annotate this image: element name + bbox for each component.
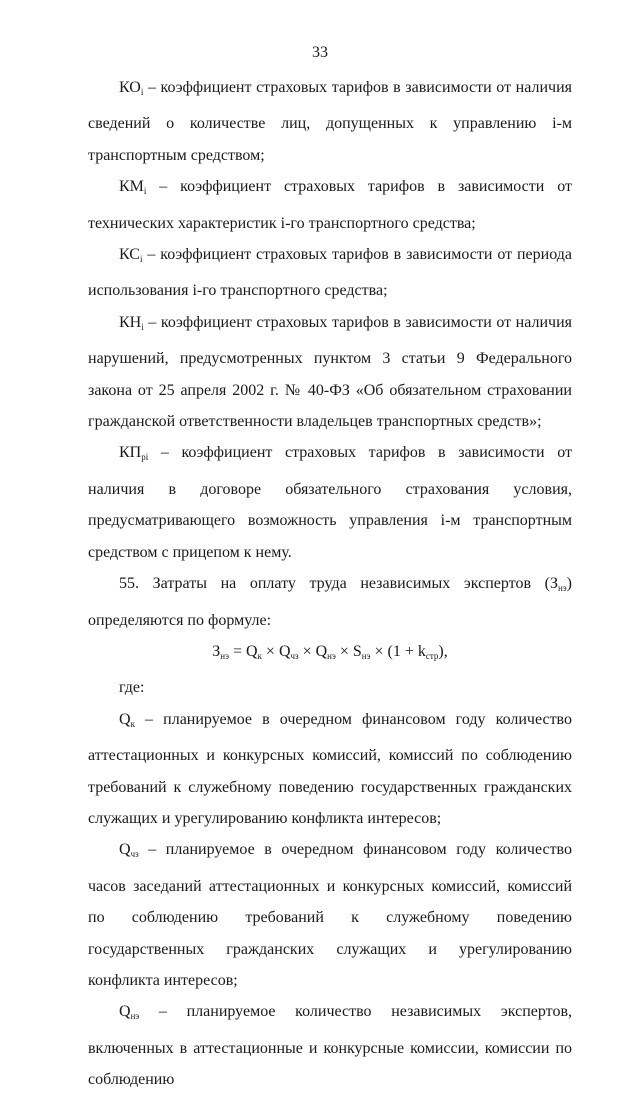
- paragraph-ks: $КС_i$ – коэффициент страховых тарифов в зависимости от периода использования i-го транспортного средства;: [88, 246, 572, 300]
- paragraph-km: $КМ_i$ – коэффициент страховых тарифов в зависимости от технических характеристик i-го транспортного средства;: [88, 178, 572, 232]
- definition-qne: $Q_{нэ}$ – планируемое количество независимых экспертов, включенных в аттестационные и конкурсные комиссии, комиссии по соблюдению: [88, 1003, 572, 1089]
- paragraph-kn: $КН_i$ – коэффициент страховых тарифов в зависимости от наличия нарушений, предусмотренных пунктом 3 статьи 9 Федерального закона от 25 апреля 2002 г. № 40-ФЗ «Об обязательном страховании гражданской ответственности владельцев транспортных средств»;: [88, 313, 572, 431]
- document-body: [88, 72, 572, 1096]
- paragraph-kp: $КП_{pi}$ – коэффициент страховых тарифов в зависимости от наличия в договоре обязательного страхования условия, предусматривающего возможность управления i-м транспортным средством с прицепом к нему.: [88, 444, 572, 561]
- item-55: 55. Затраты на оплату труда независимых экспертов $(З_{нэ})$ определяются по формуле:: [88, 575, 572, 629]
- where-label: где:: [119, 679, 145, 697]
- page-number: 33: [312, 44, 328, 61]
- definition-qchz: $Q_{чз}$ – планируемое в очередном финансовом году количество часов заседаний аттестационных и конкурсных комиссий, комиссий по соблюдению требований к служебному поведению государственных гражданских служащих и урегулированию конфликта интересов;: [88, 841, 572, 989]
- paragraph-ko: $КО_i$ – коэффициент страховых тарифов в зависимости от наличия сведений о количестве лиц, допущенных к управлению i-м транспортным средством;: [88, 79, 572, 164]
- definition-qk: $Q_к$ – планируемое в очередном финансовом году количество аттестационных и конкурсных комиссий, комиссий по соблюдению требований к служебному поведению государственных гражданских служащих и урегулированию конфликта интересов;: [88, 710, 572, 827]
- formula: $З_{нэ} = Q_к \times Q_{чз} \times Q_{нэ} \times S_{нэ} \times (1 + k_{стр})$,: [212, 642, 448, 661]
